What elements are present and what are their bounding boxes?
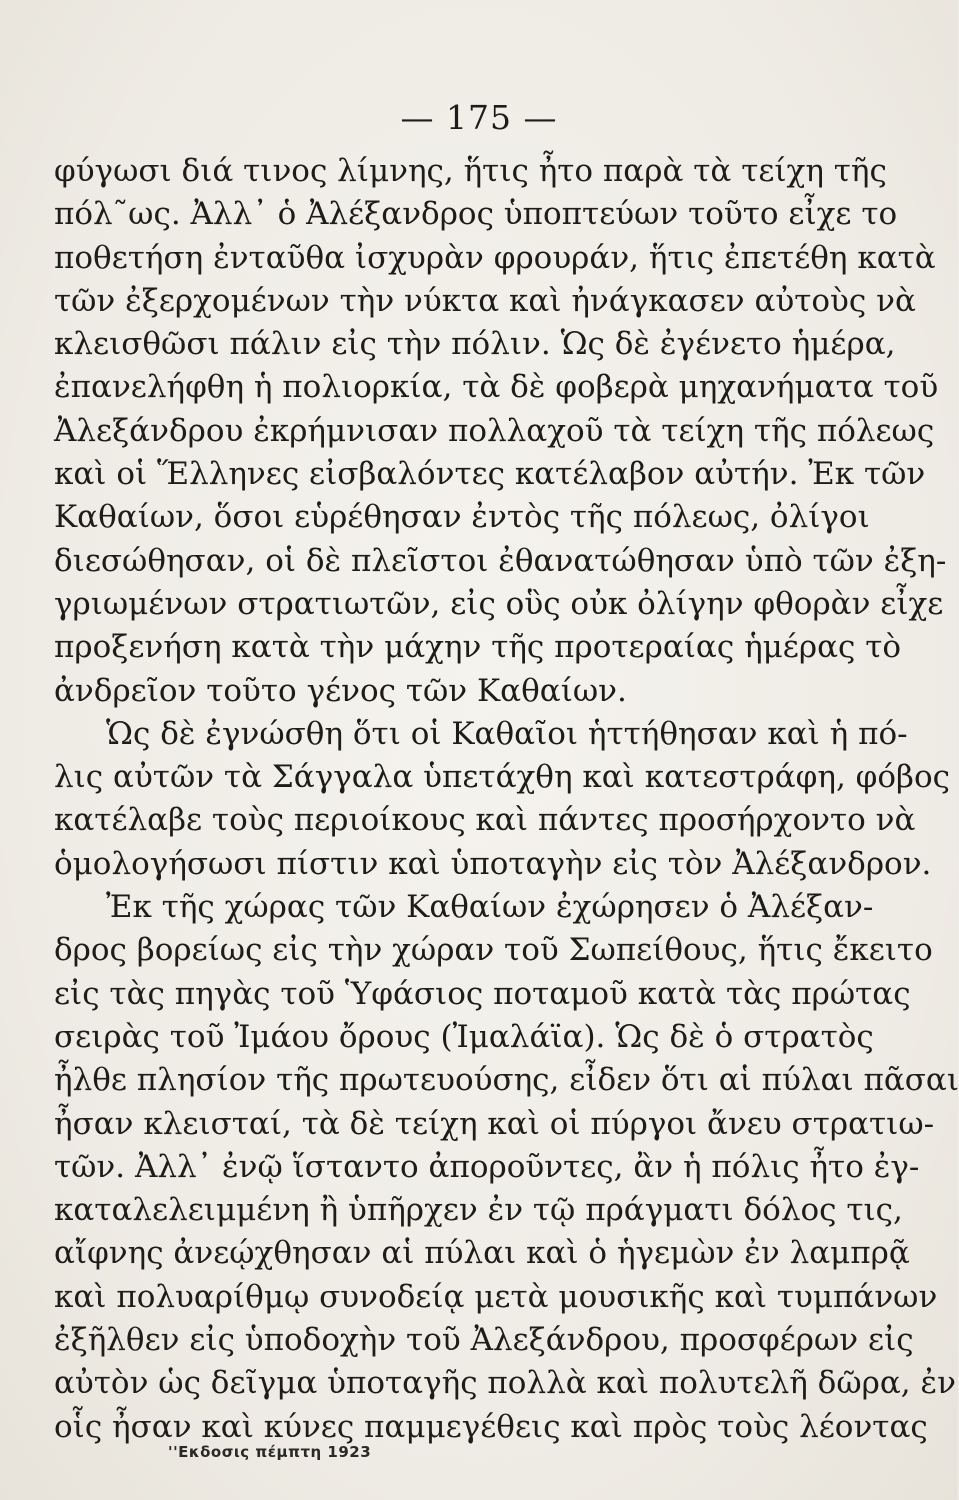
text-line: τῶν. Ἀλλ᾽ ἐνῷ ἵσταντο ἀποροῦντες, ἂν ἡ πόλις ἦτο ἐγ- — [54, 1148, 920, 1185]
text-line: εἰς τὰς πηγὰς τοῦ Ὑφάσιος ποταμοῦ κατὰ τὰς πρώτας — [54, 975, 911, 1012]
text-line: αἴφνης ἀνεῴχθησαν αἱ πύλαι καὶ ὁ ἡγεμὼν ἐν λαμπρᾷ — [54, 1235, 910, 1272]
text-line: ἦσαν κλεισταί, τὰ δὲ τείχη καὶ οἱ πύργοι ἄνευ στρατιω- — [54, 1105, 935, 1142]
text-line: δρος βορείως εἰς τὴν χώραν τοῦ Σωπείθους, ἥτις ἔκειτο — [54, 932, 933, 969]
text-line: λις αὐτῶν τὰ Σάγγαλα ὑπετάχθη καὶ κατεστράφη, φόβος — [54, 759, 950, 796]
page-number: — 175 — — [400, 98, 558, 137]
paragraph-end-line: ὁμολογήσωσι πίστιν καὶ ὑποταγὴν εἰς τὸν Ἀλέξανδρον. — [54, 845, 932, 882]
text-line: καταλελειμμένη ἢ ὑπῆρχεν ἐν τῷ πράγματι δόλος τις, — [54, 1192, 903, 1229]
text-line: σειρὰς τοῦ Ἰμάου ὄρους (Ἰμαλάϊα). Ὡς δὲ ὁ στρατὸς — [54, 1018, 874, 1055]
edition-note: ''Εκδοσις πέμπτη 1923 — [168, 1443, 372, 1461]
text-line: Ἀλεξάνδρου ἐκρήμνισαν πολλαχοῦ τὰ τείχη τῆς πόλεως — [54, 412, 935, 449]
paragraph-start-line: Ὡς δὲ ἐγνώσθη ὅτι οἱ Καθαῖοι ἡττήθησαν καὶ ἡ πό- — [106, 715, 908, 752]
text-line: ἦλθε πλησίον τῆς πρωτευούσης, εἶδεν ὅτι αἱ πύλαι πᾶσαι — [54, 1062, 959, 1099]
text-line: ἐξῆλθεν εἰς ὑποδοχὴν τοῦ Ἀλεξάνδρου, προσφέρων εἰς — [54, 1322, 914, 1359]
text-line: οἷς ἦσαν καὶ κύνες παμμεγέθεις καὶ πρὸς τοὺς λέοντας — [54, 1408, 928, 1445]
text-line: κλεισθῶσι πάλιν εἰς τὴν πόλιν. Ὡς δὲ ἐγένετο ἡμέρα, — [54, 326, 896, 363]
text-line: φύγωσι διά τινος λίμνης, ἥτις ἦτο παρὰ τὰ τείχη τῆς — [54, 153, 887, 189]
text-line: κατέλαβε τοὺς περιοίκους καὶ πάντες προσήρχοντο νὰ — [54, 802, 916, 839]
paragraph-end-line: ἀνδρεῖον τοῦτο γένος τῶν Καθαίων. — [54, 672, 627, 709]
text-line: καὶ οἱ Ἕλληνες εἰσβαλόντες κατέλαβον αὐτήν. Ἐκ τῶν — [54, 456, 926, 493]
text-line: αὐτὸν ὡς δεῖγμα ὑποταγῆς πολλὰ καὶ πολυτελῆ δῶρα, ἐν — [54, 1365, 956, 1402]
body-text — [54, 150, 959, 1449]
text-line: γριωμένων στρατιωτῶν, εἰς οὓς οὐκ ὀλίγην φθορὰν εἶχε — [54, 585, 944, 622]
text-line: ποθετήση ἐνταῦθα ἰσχυρὰν φρουράν, ἥτις ἐπετέθη κατὰ — [54, 239, 936, 276]
text-line: καὶ πολυαρίθμῳ συνοδείᾳ μετὰ μουσικῆς καὶ τυμπάνων — [54, 1278, 938, 1315]
text-line: τῶν ἐξερχομένων τὴν νύκτα καὶ ἠνάγκασεν αὐτοὺς νὰ — [54, 282, 916, 319]
paragraph-start-line: Ἐκ τῆς χώρας τῶν Καθαίων ἐχώρησεν ὁ Ἀλέξαν- — [106, 889, 874, 926]
text-line: προξενήση κατὰ τὴν μάχην τῆς προτεραίας ἡμέρας τὸ — [54, 629, 902, 666]
text-line: πόλ῀ως. Ἀλλ᾽ ὁ Ἀλέξανδρος ὑποπτεύων τοῦτο εἶχε το — [54, 196, 898, 233]
text-line: Καθαίων, ὅσοι εὑρέθησαν ἐντὸς τῆς πόλεως, ὀλίγοι — [54, 499, 870, 536]
text-line: διεσώθησαν, οἱ δὲ πλεῖστοι ἐθανατώθησαν ὑπὸ τῶν ἐξη- — [54, 542, 947, 579]
text-line: ἐπανελήφθη ἡ πολιορκία, τὰ δὲ φοβερὰ μηχανήματα τοῦ — [54, 369, 939, 406]
